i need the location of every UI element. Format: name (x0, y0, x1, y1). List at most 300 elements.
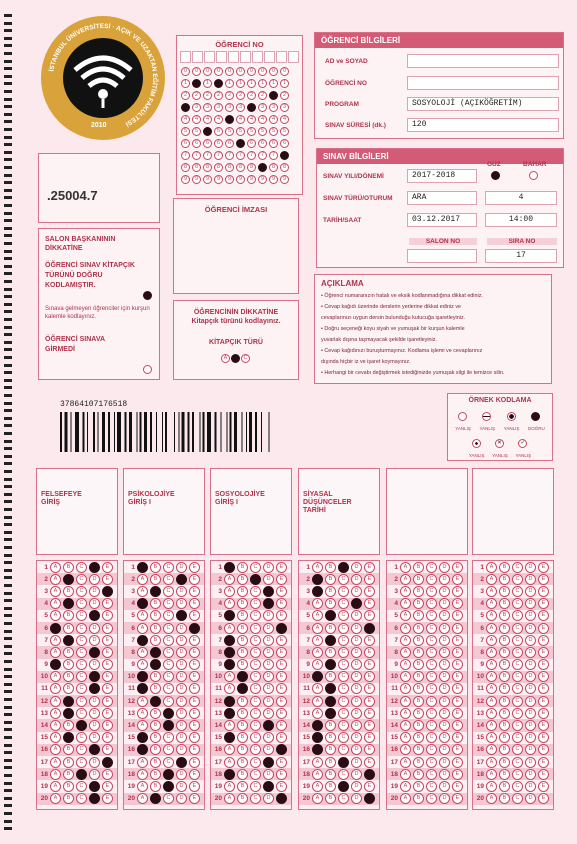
answer-bubble-a[interactable]: A (137, 671, 148, 682)
answer-bubble-e[interactable]: E (189, 720, 200, 731)
answer-bubble-d[interactable]: D (351, 696, 362, 707)
answer-bubble-c[interactable]: C (426, 720, 437, 731)
answer-bubble-c[interactable]: C (163, 659, 174, 670)
answer-bubble-b[interactable]: B (237, 744, 248, 755)
answer-bubble-a[interactable]: A (312, 586, 323, 597)
answer-bubble-b[interactable]: B (325, 562, 336, 573)
student-no-digit-bubble[interactable]: 6 (236, 139, 245, 148)
answer-bubble-b[interactable]: B (499, 610, 510, 621)
student-no-digit-bubble[interactable]: 0 (214, 67, 223, 76)
student-no-digit-bubble[interactable]: 9 (192, 175, 201, 184)
student-no-digit-bubble[interactable]: 1 (280, 79, 289, 88)
answer-bubble-d[interactable]: D (525, 647, 536, 658)
answer-bubble-c[interactable]: C (250, 732, 261, 743)
answer-bubble-d[interactable]: D (351, 598, 362, 609)
student-no-digit-bubble[interactable]: 0 (280, 67, 289, 76)
answer-bubble-a[interactable]: A (50, 781, 61, 792)
answer-bubble-c[interactable]: C (338, 586, 349, 597)
answer-bubble-c[interactable]: C (426, 562, 437, 573)
student-no-digit-bubble[interactable]: 6 (258, 139, 267, 148)
answer-bubble-e[interactable]: E (276, 696, 287, 707)
answer-bubble-a[interactable]: A (50, 562, 61, 573)
student-no-digit-bubble[interactable]: 4 (192, 115, 201, 124)
answer-bubble-c[interactable]: C (426, 744, 437, 755)
answer-bubble-d[interactable]: D (176, 586, 187, 597)
answer-bubble-d[interactable]: D (525, 781, 536, 792)
answer-bubble-a[interactable]: A (50, 757, 61, 768)
answer-bubble-d[interactable]: D (176, 598, 187, 609)
answer-bubble-e[interactable]: E (538, 659, 549, 670)
answer-bubble-b[interactable]: B (237, 671, 248, 682)
student-no-digit-bubble[interactable]: 8 (214, 163, 223, 172)
answer-bubble-d[interactable]: D (439, 635, 450, 646)
answer-bubble-b[interactable]: B (63, 574, 74, 585)
answer-bubble-e[interactable]: E (364, 598, 375, 609)
answer-bubble-d[interactable]: D (176, 610, 187, 621)
answer-bubble-c[interactable]: C (163, 647, 174, 658)
answer-bubble-b[interactable]: B (499, 647, 510, 658)
answer-bubble-e[interactable]: E (276, 598, 287, 609)
answer-bubble-c[interactable]: C (163, 610, 174, 621)
student-no-digit-bubble[interactable]: 0 (236, 67, 245, 76)
answer-bubble-a[interactable]: A (50, 647, 61, 658)
answer-bubble-d[interactable]: D (439, 659, 450, 670)
answer-bubble-b[interactable]: B (150, 696, 161, 707)
answer-bubble-b[interactable]: B (63, 744, 74, 755)
answer-bubble-d[interactable]: D (439, 598, 450, 609)
answer-bubble-a[interactable]: A (486, 562, 497, 573)
student-no-digit-bubble[interactable]: 9 (236, 175, 245, 184)
answer-bubble-c[interactable]: C (338, 720, 349, 731)
answer-bubble-b[interactable]: B (325, 683, 336, 694)
duration-field[interactable]: 120 (407, 118, 559, 132)
answer-bubble-a[interactable]: A (50, 574, 61, 585)
answer-bubble-c[interactable]: C (250, 757, 261, 768)
answer-bubble-a[interactable]: A (486, 574, 497, 585)
student-no-digit-bubble[interactable]: 7 (269, 151, 278, 160)
answer-bubble-d[interactable]: D (525, 586, 536, 597)
answer-bubble-b[interactable]: B (499, 635, 510, 646)
answer-bubble-e[interactable]: E (538, 647, 549, 658)
student-no-digit-bubble[interactable]: 1 (269, 79, 278, 88)
student-no-digit-bubble[interactable]: 3 (214, 103, 223, 112)
answer-bubble-d[interactable]: D (525, 696, 536, 707)
answer-bubble-d[interactable]: D (351, 647, 362, 658)
answer-bubble-d[interactable]: D (263, 659, 274, 670)
answer-bubble-e[interactable]: E (276, 708, 287, 719)
answer-bubble-d[interactable]: D (89, 574, 100, 585)
answer-bubble-c[interactable]: C (338, 598, 349, 609)
answer-bubble-e[interactable]: E (276, 586, 287, 597)
student-no-digit-bubble[interactable]: 7 (192, 151, 201, 160)
answer-bubble-a[interactable]: A (224, 635, 235, 646)
student-no-digit-bubble[interactable]: 5 (269, 127, 278, 136)
answer-bubble-b[interactable]: B (325, 744, 336, 755)
answer-bubble-c[interactable]: C (512, 574, 523, 585)
student-no-digit-bubble[interactable]: 1 (203, 79, 212, 88)
answer-bubble-a[interactable]: A (224, 683, 235, 694)
answer-bubble-e[interactable]: E (452, 793, 463, 804)
answer-bubble-e[interactable]: E (189, 574, 200, 585)
answer-bubble-a[interactable]: A (400, 635, 411, 646)
student-no-digit-bubble[interactable]: 2 (258, 91, 267, 100)
answer-bubble-a[interactable]: A (137, 769, 148, 780)
answer-bubble-e[interactable]: E (276, 744, 287, 755)
student-no-digit-bubble[interactable]: 7 (247, 151, 256, 160)
student-no-digit-bubble[interactable]: 5 (236, 127, 245, 136)
answer-bubble-b[interactable]: B (237, 793, 248, 804)
answer-bubble-b[interactable]: B (413, 793, 424, 804)
answer-bubble-c[interactable]: C (426, 671, 437, 682)
answer-bubble-b[interactable]: B (413, 586, 424, 597)
answer-bubble-b[interactable]: B (63, 708, 74, 719)
student-no-digit-bubble[interactable]: 0 (269, 67, 278, 76)
answer-bubble-d[interactable]: D (351, 623, 362, 634)
answer-bubble-b[interactable]: B (413, 708, 424, 719)
student-no-digit-bubble[interactable]: 2 (181, 91, 190, 100)
answer-bubble-c[interactable]: C (338, 562, 349, 573)
answer-bubble-a[interactable]: A (224, 708, 235, 719)
answer-bubble-c[interactable]: C (163, 781, 174, 792)
answer-bubble-c[interactable]: C (76, 635, 87, 646)
answer-bubble-c[interactable]: C (76, 757, 87, 768)
student-no-digit-bubble[interactable]: 2 (225, 91, 234, 100)
answer-bubble-d[interactable]: D (263, 635, 274, 646)
answer-bubble-d[interactable]: D (89, 793, 100, 804)
answer-bubble-c[interactable]: C (250, 696, 261, 707)
answer-bubble-e[interactable]: E (189, 708, 200, 719)
answer-bubble-e[interactable]: E (538, 671, 549, 682)
answer-bubble-a[interactable]: A (312, 696, 323, 707)
answer-bubble-c[interactable]: C (163, 635, 174, 646)
answer-bubble-b[interactable]: B (499, 781, 510, 792)
answer-bubble-a[interactable]: A (312, 635, 323, 646)
answer-bubble-b[interactable]: B (413, 562, 424, 573)
answer-bubble-b[interactable]: B (150, 610, 161, 621)
answer-bubble-e[interactable]: E (189, 635, 200, 646)
answer-bubble-b[interactable]: B (325, 610, 336, 621)
student-no-digit-bubble[interactable]: 9 (247, 175, 256, 184)
answer-bubble-a[interactable]: A (400, 623, 411, 634)
booklet-type-bubble-a[interactable]: A (221, 354, 230, 363)
answer-bubble-d[interactable]: D (89, 635, 100, 646)
answer-bubble-c[interactable]: C (76, 623, 87, 634)
answer-bubble-a[interactable]: A (400, 562, 411, 573)
student-no-digit-bubble[interactable]: 1 (214, 79, 223, 88)
answer-bubble-a[interactable]: A (486, 744, 497, 755)
student-no-digit-bubble[interactable]: 5 (280, 127, 289, 136)
student-no-digit-bubble[interactable]: 4 (269, 115, 278, 124)
answer-bubble-b[interactable]: B (499, 671, 510, 682)
student-no-digit-bubble[interactable]: 6 (203, 139, 212, 148)
answer-bubble-c[interactable]: C (512, 647, 523, 658)
student-no-digit-bubble[interactable]: 7 (236, 151, 245, 160)
fall-bubble[interactable] (491, 171, 500, 180)
answer-bubble-c[interactable]: C (76, 696, 87, 707)
answer-bubble-d[interactable]: D (263, 562, 274, 573)
answer-bubble-a[interactable]: A (312, 647, 323, 658)
answer-bubble-a[interactable]: A (224, 598, 235, 609)
answer-bubble-b[interactable]: B (150, 683, 161, 694)
answer-bubble-b[interactable]: B (325, 574, 336, 585)
answer-bubble-a[interactable]: A (50, 623, 61, 634)
answer-bubble-e[interactable]: E (276, 659, 287, 670)
answer-bubble-d[interactable]: D (351, 562, 362, 573)
answer-bubble-a[interactable]: A (312, 720, 323, 731)
answer-bubble-a[interactable]: A (224, 744, 235, 755)
answer-bubble-b[interactable]: B (237, 708, 248, 719)
answer-bubble-d[interactable]: D (89, 708, 100, 719)
answer-bubble-a[interactable]: A (312, 671, 323, 682)
answer-bubble-a[interactable]: A (137, 647, 148, 658)
student-no-digit-bubble[interactable]: 0 (258, 67, 267, 76)
answer-bubble-c[interactable]: C (250, 793, 261, 804)
answer-bubble-c[interactable]: C (338, 671, 349, 682)
answer-bubble-c[interactable]: C (426, 757, 437, 768)
answer-bubble-c[interactable]: C (163, 793, 174, 804)
answer-bubble-e[interactable]: E (364, 574, 375, 585)
answer-bubble-e[interactable]: E (452, 635, 463, 646)
answer-bubble-c[interactable]: C (426, 696, 437, 707)
answer-bubble-c[interactable]: C (512, 744, 523, 755)
student-no-digit-bubble[interactable]: 8 (225, 163, 234, 172)
student-no-digit-bubble[interactable]: 8 (280, 163, 289, 172)
answer-bubble-b[interactable]: B (325, 720, 336, 731)
answer-bubble-e[interactable]: E (276, 562, 287, 573)
answer-bubble-d[interactable]: D (176, 720, 187, 731)
student-no-digit-bubble[interactable]: 8 (258, 163, 267, 172)
answer-bubble-e[interactable]: E (102, 732, 113, 743)
answer-bubble-e[interactable]: E (452, 598, 463, 609)
student-no-digit-bubble[interactable]: 1 (225, 79, 234, 88)
answer-bubble-e[interactable]: E (276, 769, 287, 780)
answer-bubble-a[interactable]: A (50, 744, 61, 755)
answer-bubble-d[interactable]: D (263, 744, 274, 755)
answer-bubble-b[interactable]: B (413, 781, 424, 792)
answer-bubble-c[interactable]: C (512, 659, 523, 670)
answer-bubble-d[interactable]: D (525, 610, 536, 621)
answer-bubble-b[interactable]: B (325, 623, 336, 634)
answer-bubble-e[interactable]: E (102, 610, 113, 621)
answer-bubble-d[interactable]: D (176, 781, 187, 792)
answer-bubble-e[interactable]: E (538, 720, 549, 731)
student-no-digit-bubble[interactable]: 7 (214, 151, 223, 160)
answer-bubble-b[interactable]: B (63, 671, 74, 682)
answer-bubble-c[interactable]: C (512, 635, 523, 646)
answer-bubble-a[interactable]: A (50, 769, 61, 780)
answer-bubble-d[interactable]: D (176, 623, 187, 634)
answer-bubble-e[interactable]: E (538, 793, 549, 804)
answer-bubble-d[interactable]: D (89, 781, 100, 792)
answer-bubble-c[interactable]: C (250, 744, 261, 755)
answer-bubble-d[interactable]: D (89, 769, 100, 780)
answer-bubble-e[interactable]: E (102, 586, 113, 597)
answer-bubble-a[interactable]: A (486, 635, 497, 646)
answer-bubble-c[interactable]: C (338, 623, 349, 634)
answer-bubble-d[interactable]: D (176, 671, 187, 682)
answer-bubble-a[interactable]: A (400, 708, 411, 719)
answer-bubble-b[interactable]: B (150, 586, 161, 597)
answer-bubble-c[interactable]: C (338, 610, 349, 621)
answer-bubble-a[interactable]: A (400, 683, 411, 694)
student-no-digit-bubble[interactable]: 3 (203, 103, 212, 112)
answer-bubble-c[interactable]: C (512, 720, 523, 731)
answer-bubble-d[interactable]: D (263, 757, 274, 768)
answer-bubble-c[interactable]: C (250, 683, 261, 694)
answer-bubble-e[interactable]: E (102, 744, 113, 755)
answer-bubble-e[interactable]: E (364, 562, 375, 573)
answer-bubble-e[interactable]: E (276, 610, 287, 621)
answer-bubble-a[interactable]: A (224, 647, 235, 658)
answer-bubble-d[interactable]: D (263, 598, 274, 609)
booklet-coded-bubble[interactable] (143, 291, 152, 300)
student-no-digit-bubble[interactable]: 1 (247, 79, 256, 88)
answer-bubble-e[interactable]: E (538, 598, 549, 609)
answer-bubble-d[interactable]: D (176, 696, 187, 707)
answer-bubble-c[interactable]: C (426, 769, 437, 780)
answer-bubble-b[interactable]: B (150, 781, 161, 792)
student-no-digit-bubble[interactable]: 2 (214, 91, 223, 100)
answer-bubble-a[interactable]: A (486, 732, 497, 743)
answer-bubble-a[interactable]: A (224, 781, 235, 792)
student-no-digit-bubble[interactable]: 7 (280, 151, 289, 160)
answer-bubble-e[interactable]: E (452, 623, 463, 634)
answer-bubble-e[interactable]: E (452, 720, 463, 731)
student-no-digit-bubble[interactable]: 9 (280, 175, 289, 184)
answer-bubble-b[interactable]: B (150, 732, 161, 743)
answer-bubble-d[interactable]: D (263, 720, 274, 731)
answer-bubble-d[interactable]: D (525, 659, 536, 670)
answer-bubble-d[interactable]: D (89, 598, 100, 609)
answer-bubble-c[interactable]: C (76, 574, 87, 585)
answer-bubble-e[interactable]: E (538, 574, 549, 585)
answer-bubble-b[interactable]: B (237, 574, 248, 585)
student-no-digit-bubble[interactable]: 1 (258, 79, 267, 88)
seat-no-field[interactable]: 17 (485, 249, 557, 263)
answer-bubble-d[interactable]: D (351, 683, 362, 694)
answer-bubble-a[interactable]: A (224, 586, 235, 597)
answer-bubble-c[interactable]: C (426, 635, 437, 646)
student-no-digit-bubble[interactable]: 0 (192, 67, 201, 76)
answer-bubble-a[interactable]: A (400, 732, 411, 743)
answer-bubble-b[interactable]: B (325, 708, 336, 719)
answer-bubble-c[interactable]: C (250, 574, 261, 585)
answer-bubble-c[interactable]: C (163, 720, 174, 731)
answer-bubble-a[interactable]: A (137, 574, 148, 585)
student-no-digit-bubble[interactable]: 2 (203, 91, 212, 100)
student-no-bubble-grid[interactable] (177, 63, 302, 187)
answer-bubble-b[interactable]: B (325, 696, 336, 707)
answer-bubble-b[interactable]: B (413, 720, 424, 731)
student-no-digit-bubble[interactable]: 0 (181, 67, 190, 76)
student-no-digit-bubble[interactable]: 3 (225, 103, 234, 112)
student-no-digit-bubble[interactable]: 8 (203, 163, 212, 172)
answer-bubble-a[interactable]: A (486, 671, 497, 682)
answer-bubble-c[interactable]: C (76, 659, 87, 670)
answer-bubble-a[interactable]: A (400, 586, 411, 597)
answer-bubble-d[interactable]: D (176, 757, 187, 768)
answer-bubble-d[interactable]: D (525, 769, 536, 780)
answer-bubble-a[interactable]: A (486, 696, 497, 707)
answer-bubble-d[interactable]: D (439, 574, 450, 585)
answer-bubble-e[interactable]: E (364, 757, 375, 768)
answer-bubble-b[interactable]: B (63, 610, 74, 621)
answer-bubble-c[interactable]: C (76, 562, 87, 573)
answer-bubble-d[interactable]: D (89, 586, 100, 597)
answer-bubble-c[interactable]: C (76, 732, 87, 743)
answer-bubble-c[interactable]: C (76, 744, 87, 755)
answer-bubble-a[interactable]: A (137, 586, 148, 597)
answer-bubble-d[interactable]: D (89, 720, 100, 731)
answer-bubble-b[interactable]: B (237, 623, 248, 634)
answer-bubble-b[interactable]: B (499, 757, 510, 768)
answer-bubble-e[interactable]: E (364, 671, 375, 682)
answer-bubble-b[interactable]: B (150, 671, 161, 682)
answer-bubble-c[interactable]: C (250, 623, 261, 634)
student-no-digit-bubble[interactable]: 9 (214, 175, 223, 184)
answer-bubble-d[interactable]: D (176, 744, 187, 755)
answer-bubble-a[interactable]: A (137, 623, 148, 634)
answer-bubble-d[interactable]: D (263, 793, 274, 804)
answer-bubble-e[interactable]: E (189, 586, 200, 597)
answer-bubble-b[interactable]: B (499, 598, 510, 609)
answer-bubble-c[interactable]: C (426, 598, 437, 609)
student-no-digit-bubble[interactable]: 6 (247, 139, 256, 148)
answer-bubble-a[interactable]: A (50, 720, 61, 731)
answer-bubble-e[interactable]: E (276, 683, 287, 694)
answer-bubble-a[interactable]: A (137, 744, 148, 755)
hall-no-field[interactable] (407, 249, 477, 263)
answer-bubble-a[interactable]: A (312, 623, 323, 634)
answer-bubble-a[interactable]: A (400, 671, 411, 682)
student-no-digit-bubble[interactable]: 8 (181, 163, 190, 172)
answer-bubble-b[interactable]: B (237, 562, 248, 573)
student-no-digit-bubble[interactable]: 4 (203, 115, 212, 124)
answer-bubble-d[interactable]: D (176, 659, 187, 670)
answer-bubble-c[interactable]: C (426, 781, 437, 792)
answer-bubble-e[interactable]: E (452, 732, 463, 743)
answer-bubble-d[interactable]: D (351, 671, 362, 682)
answer-bubble-d[interactable]: D (89, 732, 100, 743)
answer-bubble-c[interactable]: C (512, 793, 523, 804)
answer-bubble-c[interactable]: C (163, 769, 174, 780)
answer-bubble-a[interactable]: A (400, 769, 411, 780)
answer-bubble-d[interactable]: D (439, 647, 450, 658)
answer-bubble-e[interactable]: E (189, 683, 200, 694)
answer-bubble-d[interactable]: D (89, 659, 100, 670)
answer-bubble-c[interactable]: C (163, 732, 174, 743)
answer-bubble-e[interactable]: E (276, 574, 287, 585)
answer-bubble-a[interactable]: A (50, 696, 61, 707)
answer-bubble-b[interactable]: B (63, 586, 74, 597)
student-no-digit-bubble[interactable]: 7 (181, 151, 190, 160)
answer-bubble-e[interactable]: E (102, 720, 113, 731)
answer-bubble-e[interactable]: E (538, 683, 549, 694)
answer-bubble-e[interactable]: E (452, 683, 463, 694)
answer-bubble-b[interactable]: B (499, 793, 510, 804)
answer-bubble-a[interactable]: A (50, 610, 61, 621)
answer-bubble-c[interactable]: C (76, 793, 87, 804)
answer-bubble-d[interactable]: D (439, 781, 450, 792)
answer-bubble-d[interactable]: D (263, 623, 274, 634)
answer-bubble-b[interactable]: B (499, 769, 510, 780)
answer-bubble-d[interactable]: D (89, 610, 100, 621)
answer-bubble-b[interactable]: B (63, 635, 74, 646)
answer-bubble-d[interactable]: D (89, 647, 100, 658)
answer-bubble-e[interactable]: E (364, 635, 375, 646)
answer-bubble-d[interactable]: D (525, 574, 536, 585)
answer-bubble-a[interactable]: A (486, 708, 497, 719)
